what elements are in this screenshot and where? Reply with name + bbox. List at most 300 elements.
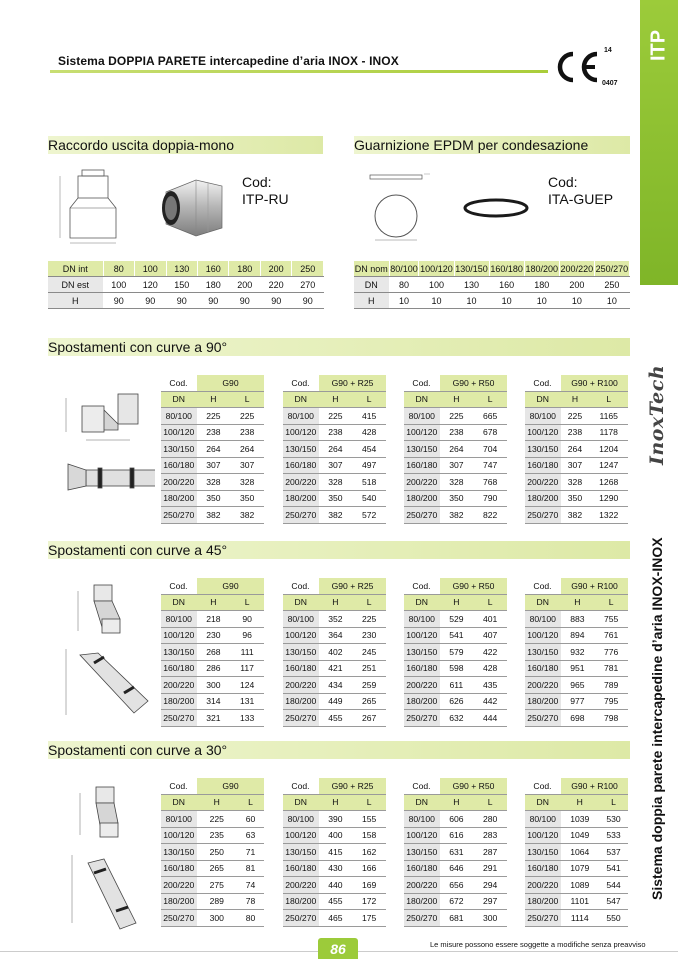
table-row: [404, 693, 507, 710]
column-header-row: [404, 594, 507, 611]
table-row: [525, 408, 628, 425]
spec-row-label: DN est: [48, 277, 103, 293]
dn-cell: 180/200: [283, 693, 319, 710]
table-row: [525, 644, 628, 661]
value-cell: 225: [197, 408, 231, 425]
value-cell: 289: [197, 893, 238, 910]
table-row: [283, 490, 386, 507]
value-cell: 422: [473, 644, 507, 661]
table-row: [283, 424, 386, 441]
spec-row: [354, 277, 630, 293]
column-header-row: [161, 794, 264, 811]
dn-cell: 250/270: [283, 710, 319, 727]
table-row: [283, 677, 386, 694]
column-header: L: [599, 794, 628, 811]
spec-cell: 180: [197, 277, 228, 293]
value-cell: 894: [561, 627, 595, 644]
product-title-right: Guarnizione EPDM per condesazione: [354, 137, 589, 153]
dn-cell: 80/100: [404, 611, 440, 628]
table-row: [283, 507, 386, 524]
value-cell: 1101: [561, 893, 600, 910]
table-row: [283, 474, 386, 491]
value-cell: 606: [440, 811, 474, 828]
product-table-right-body: [354, 261, 630, 309]
page-number: 86: [318, 938, 358, 959]
value-cell: 291: [473, 860, 507, 877]
value-cell: 1165: [589, 408, 628, 425]
dn-cell: 250/270: [283, 507, 319, 524]
table-row: [283, 827, 386, 844]
dimension-table: [525, 375, 628, 524]
dn-cell: 180/200: [161, 893, 197, 910]
value-cell: 230: [197, 627, 231, 644]
vertical-section-title: Sistema doppia parete intercapedine d’aria INOX-INOX: [649, 537, 665, 901]
cod-header: Cod.: [283, 578, 319, 594]
spec-row-label: H: [48, 293, 103, 309]
spec-cell: 100: [419, 277, 454, 293]
table-row: [404, 860, 507, 877]
table-row: [161, 424, 264, 441]
cod-value-left: ITP-RU: [242, 191, 289, 207]
value-cell: 761: [594, 627, 628, 644]
table-row: [404, 827, 507, 844]
table-row: [404, 844, 507, 861]
elbow-90-drawing: [60, 380, 155, 520]
dn-cell: 200/220: [404, 474, 440, 491]
group-header: G90 + R100: [561, 578, 629, 594]
value-cell: 218: [197, 611, 231, 628]
value-cell: 350: [440, 490, 474, 507]
dn-cell: 160/180: [525, 860, 561, 877]
column-header: DN: [404, 594, 440, 611]
cod-label-left: Cod:: [242, 174, 272, 190]
value-cell: 579: [440, 644, 474, 661]
value-cell: 1089: [561, 877, 600, 894]
value-cell: 544: [599, 877, 628, 894]
dn-cell: 100/120: [283, 827, 319, 844]
spec-row: [48, 277, 324, 293]
column-header: L: [473, 794, 507, 811]
spec-cell: 200: [260, 261, 291, 277]
value-cell: 90: [230, 611, 264, 628]
value-cell: 1247: [589, 457, 628, 474]
spec-cell: 90: [166, 293, 197, 309]
column-header: H: [197, 391, 231, 408]
value-cell: 230: [352, 627, 386, 644]
table-row: [404, 877, 507, 894]
table-row: [404, 408, 507, 425]
value-cell: 264: [319, 441, 353, 458]
table-row: [525, 827, 628, 844]
value-cell: 1268: [589, 474, 628, 491]
cod-header: Cod.: [525, 778, 561, 794]
dn-cell: 130/150: [525, 644, 561, 661]
cod-header: Cod.: [404, 375, 440, 391]
value-cell: 704: [473, 441, 507, 458]
column-header-row: [283, 794, 386, 811]
table-row: [525, 844, 628, 861]
column-header: DN: [161, 794, 197, 811]
cod-header: Cod.: [283, 375, 319, 391]
dn-cell: 160/180: [283, 457, 319, 474]
ce-number-bottom: 0407: [602, 80, 618, 87]
value-cell: 407: [473, 627, 507, 644]
dn-cell: 160/180: [161, 457, 197, 474]
value-cell: 283: [473, 827, 507, 844]
value-cell: 131: [230, 693, 264, 710]
value-cell: 225: [197, 811, 238, 828]
table-row: [525, 677, 628, 694]
dimension-table: [404, 778, 507, 927]
spec-row: [354, 293, 630, 309]
dn-cell: 100/120: [161, 827, 197, 844]
dn-cell: 160/180: [161, 660, 197, 677]
table-row: [161, 811, 264, 828]
dn-cell: 180/200: [525, 693, 561, 710]
column-header: H: [319, 794, 353, 811]
elbow-45-drawing: [60, 583, 155, 723]
value-cell: 328: [440, 474, 474, 491]
spec-cell: 150: [166, 277, 197, 293]
side-tab-itp: ITP: [647, 29, 670, 61]
dn-cell: 100/120: [404, 827, 440, 844]
value-cell: 626: [440, 693, 474, 710]
value-cell: 238: [230, 424, 264, 441]
value-cell: 280: [473, 811, 507, 828]
column-header: L: [230, 391, 264, 408]
spec-cell: 10: [594, 293, 629, 309]
value-cell: 155: [352, 811, 386, 828]
value-cell: 1079: [561, 860, 600, 877]
table-row: [283, 457, 386, 474]
table-row: [283, 408, 386, 425]
dimension-table: [161, 778, 264, 927]
value-cell: 264: [197, 441, 231, 458]
spec-row: [48, 261, 324, 277]
cod-header: Cod.: [161, 375, 197, 391]
value-cell: 497: [352, 457, 386, 474]
table-row: [161, 710, 264, 727]
table-row: [283, 811, 386, 828]
value-cell: 297: [473, 893, 507, 910]
spec-cell: 10: [389, 293, 419, 309]
value-cell: 415: [352, 408, 386, 425]
value-cell: 350: [197, 490, 231, 507]
header-underline: [50, 70, 548, 73]
value-cell: 250: [197, 844, 238, 861]
table-header-row: [404, 778, 507, 794]
value-cell: 268: [197, 644, 231, 661]
value-cell: 78: [237, 893, 264, 910]
value-cell: 117: [230, 660, 264, 677]
table-row: [161, 860, 264, 877]
value-cell: 421: [319, 660, 353, 677]
value-cell: 307: [561, 457, 590, 474]
column-header-row: [283, 391, 386, 408]
dn-cell: 100/120: [404, 627, 440, 644]
ce-mark-text: [0, 0, 1, 1]
value-cell: 162: [352, 844, 386, 861]
dn-cell: 200/220: [525, 474, 561, 491]
value-cell: 977: [561, 693, 595, 710]
cod-header: Cod.: [525, 578, 561, 594]
spec-cell: 100/120: [419, 261, 454, 277]
spec-cell: 80: [103, 261, 134, 277]
table-row: [404, 910, 507, 927]
spec-cell: 80/100: [389, 261, 419, 277]
value-cell: 321: [197, 710, 231, 727]
value-cell: 755: [594, 611, 628, 628]
spec-cell: 90: [260, 293, 291, 309]
column-header: DN: [404, 794, 440, 811]
table-row: [161, 408, 264, 425]
dn-cell: 250/270: [161, 710, 197, 727]
table-row: [525, 441, 628, 458]
value-cell: 364: [319, 627, 353, 644]
table-row: [161, 611, 264, 628]
cod-header: Cod.: [161, 778, 197, 794]
table-row: [161, 910, 264, 927]
table-row: [525, 710, 628, 727]
spec-cell: 200/220: [559, 261, 594, 277]
table-row: [525, 474, 628, 491]
dn-cell: 100/120: [525, 424, 561, 441]
dn-cell: 80/100: [404, 811, 440, 828]
column-header: H: [440, 794, 474, 811]
value-cell: 352: [319, 611, 353, 628]
table-row: [525, 693, 628, 710]
column-header: DN: [161, 391, 197, 408]
dn-cell: 80/100: [283, 408, 319, 425]
dn-cell: 160/180: [161, 860, 197, 877]
value-cell: 133: [230, 710, 264, 727]
spec-row-label: DN int: [48, 261, 103, 277]
dn-cell: 80/100: [161, 611, 197, 628]
dimension-table: [283, 578, 386, 727]
dn-cell: 200/220: [525, 677, 561, 694]
section-title-45: Spostamenti con curve a 45°: [48, 542, 228, 558]
value-cell: 401: [473, 611, 507, 628]
value-cell: 537: [599, 844, 628, 861]
value-cell: 678: [473, 424, 507, 441]
value-cell: 60: [237, 811, 264, 828]
value-cell: 455: [319, 710, 353, 727]
value-cell: 300: [473, 910, 507, 927]
cod-value-right: ITA-GUEP: [548, 191, 614, 207]
value-cell: 264: [230, 441, 264, 458]
column-header: H: [440, 391, 474, 408]
column-header-row: [161, 594, 264, 611]
ce-mark: [553, 50, 603, 84]
group-header: G90 + R25: [319, 778, 387, 794]
group-header: G90: [197, 375, 265, 391]
value-cell: 158: [352, 827, 386, 844]
dimension-table: [283, 778, 386, 927]
value-cell: 428: [352, 424, 386, 441]
value-cell: 790: [473, 490, 507, 507]
dn-cell: 130/150: [525, 441, 561, 458]
column-header: H: [561, 391, 590, 408]
table-row: [525, 811, 628, 828]
value-cell: 1039: [561, 811, 600, 828]
value-cell: 883: [561, 611, 595, 628]
group-header: G90 + R50: [440, 578, 508, 594]
spec-cell: 160: [197, 261, 228, 277]
dn-cell: 250/270: [161, 910, 197, 927]
spec-cell: 160/180: [489, 261, 524, 277]
spec-row: [48, 293, 324, 309]
page-header-title: Sistema DOPPIA PARETE intercapedine d’aria INOX - INOX: [58, 54, 399, 68]
dimension-table: [404, 375, 507, 524]
dn-cell: 130/150: [283, 441, 319, 458]
table-row: [161, 490, 264, 507]
value-cell: 275: [197, 877, 238, 894]
table-row: [525, 611, 628, 628]
spec-row-label: DN: [354, 277, 389, 293]
product-title-bar-left: [48, 136, 323, 154]
value-cell: 430: [319, 860, 353, 877]
table-header-row: [525, 578, 628, 594]
dn-cell: 180/200: [161, 490, 197, 507]
value-cell: 314: [197, 693, 231, 710]
table-header-row: [161, 375, 264, 391]
value-cell: 382: [440, 507, 474, 524]
value-cell: 1178: [589, 424, 628, 441]
dn-cell: 250/270: [525, 507, 561, 524]
value-cell: 286: [197, 660, 231, 677]
spec-cell: 250: [292, 261, 324, 277]
column-header: DN: [283, 594, 319, 611]
column-header: H: [319, 594, 353, 611]
footer-rule-right: [358, 951, 678, 952]
dn-cell: 80/100: [404, 408, 440, 425]
dimension-table: [161, 578, 264, 727]
spec-cell: 90: [103, 293, 134, 309]
dn-cell: 100/120: [283, 424, 319, 441]
group-header: G90 + R25: [319, 578, 387, 594]
dn-cell: 250/270: [404, 910, 440, 927]
table-row: [283, 844, 386, 861]
product-title-left: Raccordo uscita doppia-mono: [48, 137, 234, 153]
column-header-row: [404, 391, 507, 408]
elbow-30-drawing: [60, 783, 155, 933]
dn-cell: 180/200: [404, 893, 440, 910]
dimension-table: [404, 578, 507, 727]
table-row: [161, 627, 264, 644]
value-cell: 598: [440, 660, 474, 677]
column-header: L: [594, 594, 628, 611]
table-header-row: [161, 578, 264, 594]
table-row: [283, 611, 386, 628]
section-bar-45: [48, 541, 630, 559]
value-cell: 529: [440, 611, 474, 628]
dn-cell: 200/220: [161, 877, 197, 894]
table-row: [525, 893, 628, 910]
spec-cell: 130: [454, 277, 489, 293]
value-cell: 81: [237, 860, 264, 877]
cod-header: Cod.: [161, 578, 197, 594]
dn-cell: 130/150: [525, 844, 561, 861]
table-row: [161, 677, 264, 694]
table-row: [283, 910, 386, 927]
dn-cell: 250/270: [525, 910, 561, 927]
spec-cell: 160: [489, 277, 524, 293]
value-cell: 572: [352, 507, 386, 524]
value-cell: 264: [440, 441, 474, 458]
table-row: [161, 441, 264, 458]
value-cell: 632: [440, 710, 474, 727]
fitting-drawing: [52, 166, 132, 246]
value-cell: 294: [473, 877, 507, 894]
footer-rule-left: [0, 951, 318, 952]
column-header: H: [440, 594, 474, 611]
table-row: [161, 827, 264, 844]
value-cell: 616: [440, 827, 474, 844]
value-cell: 382: [197, 507, 231, 524]
value-cell: 454: [352, 441, 386, 458]
dn-cell: 160/180: [283, 860, 319, 877]
dn-cell: 180/200: [283, 490, 319, 507]
value-cell: 267: [352, 710, 386, 727]
value-cell: 1204: [589, 441, 628, 458]
value-cell: 264: [561, 441, 590, 458]
dn-cell: 250/270: [404, 507, 440, 524]
column-header: L: [230, 594, 264, 611]
product-table-left: [48, 261, 324, 309]
column-header-row: [161, 391, 264, 408]
table-row: [283, 860, 386, 877]
value-cell: 238: [197, 424, 231, 441]
section-title-90: Spostamenti con curve a 90°: [48, 339, 228, 355]
value-cell: 245: [352, 644, 386, 661]
section-bar-30: [48, 741, 630, 759]
table-row: [283, 693, 386, 710]
table-row: [404, 627, 507, 644]
value-cell: 238: [319, 424, 353, 441]
value-cell: 382: [561, 507, 590, 524]
dn-cell: 200/220: [283, 677, 319, 694]
value-cell: 951: [561, 660, 595, 677]
dn-cell: 160/180: [404, 457, 440, 474]
table-row: [283, 441, 386, 458]
spec-cell: 80: [389, 277, 419, 293]
value-cell: 71: [237, 844, 264, 861]
value-cell: 390: [319, 811, 353, 828]
spec-cell: 90: [229, 293, 260, 309]
value-cell: 822: [473, 507, 507, 524]
table-row: [161, 644, 264, 661]
table-row: [404, 424, 507, 441]
value-cell: 444: [473, 710, 507, 727]
value-cell: 442: [473, 693, 507, 710]
footer-note: Le misure possono essere soggette a modifiche senza preavviso: [430, 940, 646, 949]
column-header: H: [197, 594, 231, 611]
column-header: L: [473, 594, 507, 611]
value-cell: 63: [237, 827, 264, 844]
value-cell: 225: [561, 408, 590, 425]
brand-logo: InoxTech: [646, 364, 668, 466]
spec-cell: 180: [524, 277, 559, 293]
table-header-row: [283, 375, 386, 391]
column-header: DN: [283, 391, 319, 408]
table-row: [525, 660, 628, 677]
value-cell: 300: [197, 677, 231, 694]
table-header-row: [283, 778, 386, 794]
spec-cell: 180/200: [524, 261, 559, 277]
value-cell: 698: [561, 710, 595, 727]
spec-cell: 90: [292, 293, 324, 309]
dn-cell: 80/100: [525, 611, 561, 628]
